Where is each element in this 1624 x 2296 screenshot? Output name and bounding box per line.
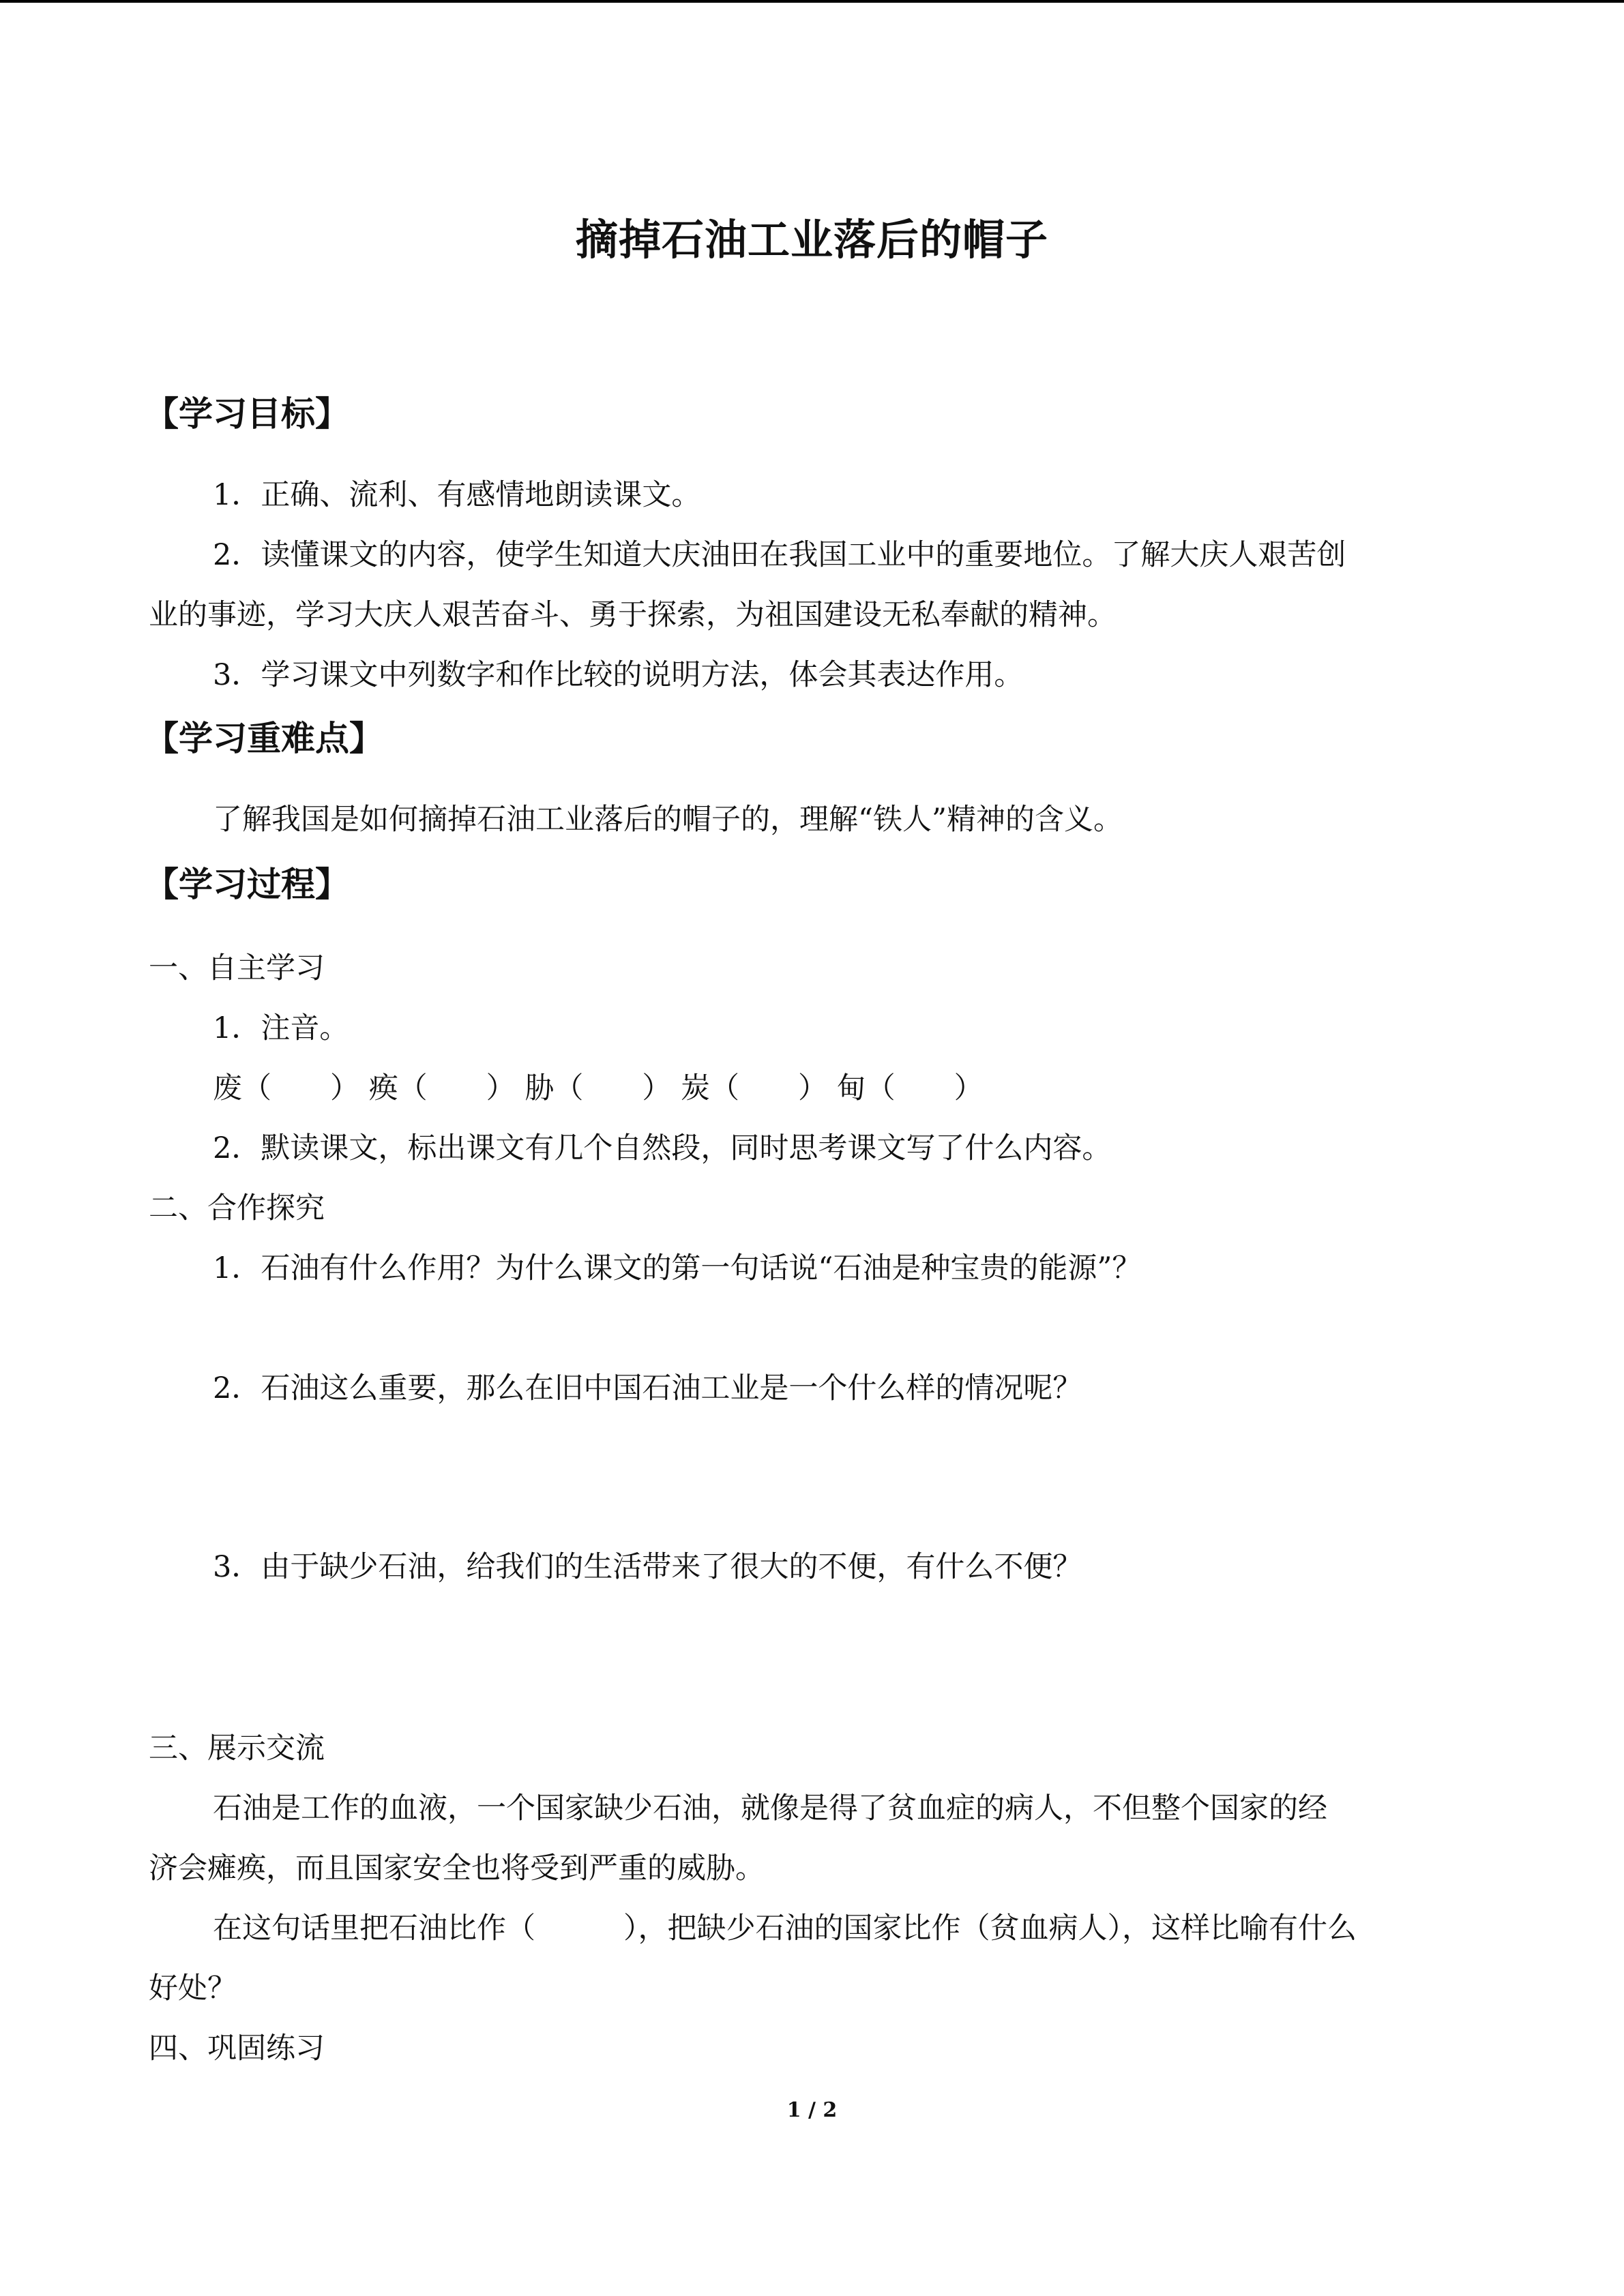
part3-paragraph-1-cont: 济会瘫痪，而且国家安全也将受到严重的威胁。 [149, 1851, 765, 1885]
part2-question-1: 1．石油有什么作用？为什么课文的第一句话说“石油是种宝贵的能源”？ [213, 1251, 1142, 1285]
top-border [0, 0, 1624, 3]
process-heading: 【学习过程】 [145, 865, 349, 904]
goals-heading: 【学习目标】 [145, 394, 349, 434]
pinyin-exercise: 废（ ） 痪（ ） 胁（ ） 炭（ ） 甸（ ） [213, 1071, 984, 1105]
page-title: 摘掉石油工业落后的帽子 [575, 215, 1048, 265]
part1-title: 一、自主学习 [149, 951, 325, 985]
part2-question-2: 2．石油这么重要，那么在旧中国石油工业是一个什么样的情况呢？ [213, 1371, 1082, 1405]
page-number: 1 / 2 [786, 2098, 838, 2122]
key-points-heading: 【学习重难点】 [145, 719, 383, 758]
part4-title: 四、巩固练习 [149, 2031, 325, 2066]
part3-paragraph-2: 在这句话里把石油比作（ ），把缺少石油的国家比作（贫血病人），这样比喻有什么 [213, 1911, 1357, 1945]
goal-1: 1．正确、流利、有感情地朗读课文。 [213, 478, 701, 512]
key-points-text: 了解我国是如何摘掉石油工业落后的帽子的，理解“铁人”精神的含义。 [213, 803, 1123, 837]
goal-2: 2．读懂课文的内容，使学生知道大庆油田在我国工业中的重要地位。了解大庆人艰苦创 [213, 538, 1346, 572]
part3-title: 三、展示交流 [149, 1731, 325, 1765]
goal-3: 3．学习课文中列数字和作比较的说明方法，体会其表达作用。 [213, 658, 1024, 692]
part2-question-3: 3．由于缺少石油，给我们的生活带来了很大的不便，有什么不便？ [213, 1550, 1082, 1584]
part1-question-1: 1．注音。 [213, 1011, 349, 1045]
part1-question-2: 2．默读课文，标出课文有几个自然段，同时思考课文写了什么内容。 [213, 1131, 1112, 1165]
goal-2-cont: 业的事迹，学习大庆人艰苦奋斗、勇于探索，为祖国建设无私奉献的精神。 [149, 598, 1117, 632]
part3-paragraph-2-cont: 好处？ [149, 1971, 237, 2006]
part3-paragraph-1: 石油是工作的血液，一个国家缺少石油，就像是得了贫血症的病人，不但整个国家的经 [213, 1791, 1327, 1825]
part2-title: 二、合作探究 [149, 1191, 325, 1225]
